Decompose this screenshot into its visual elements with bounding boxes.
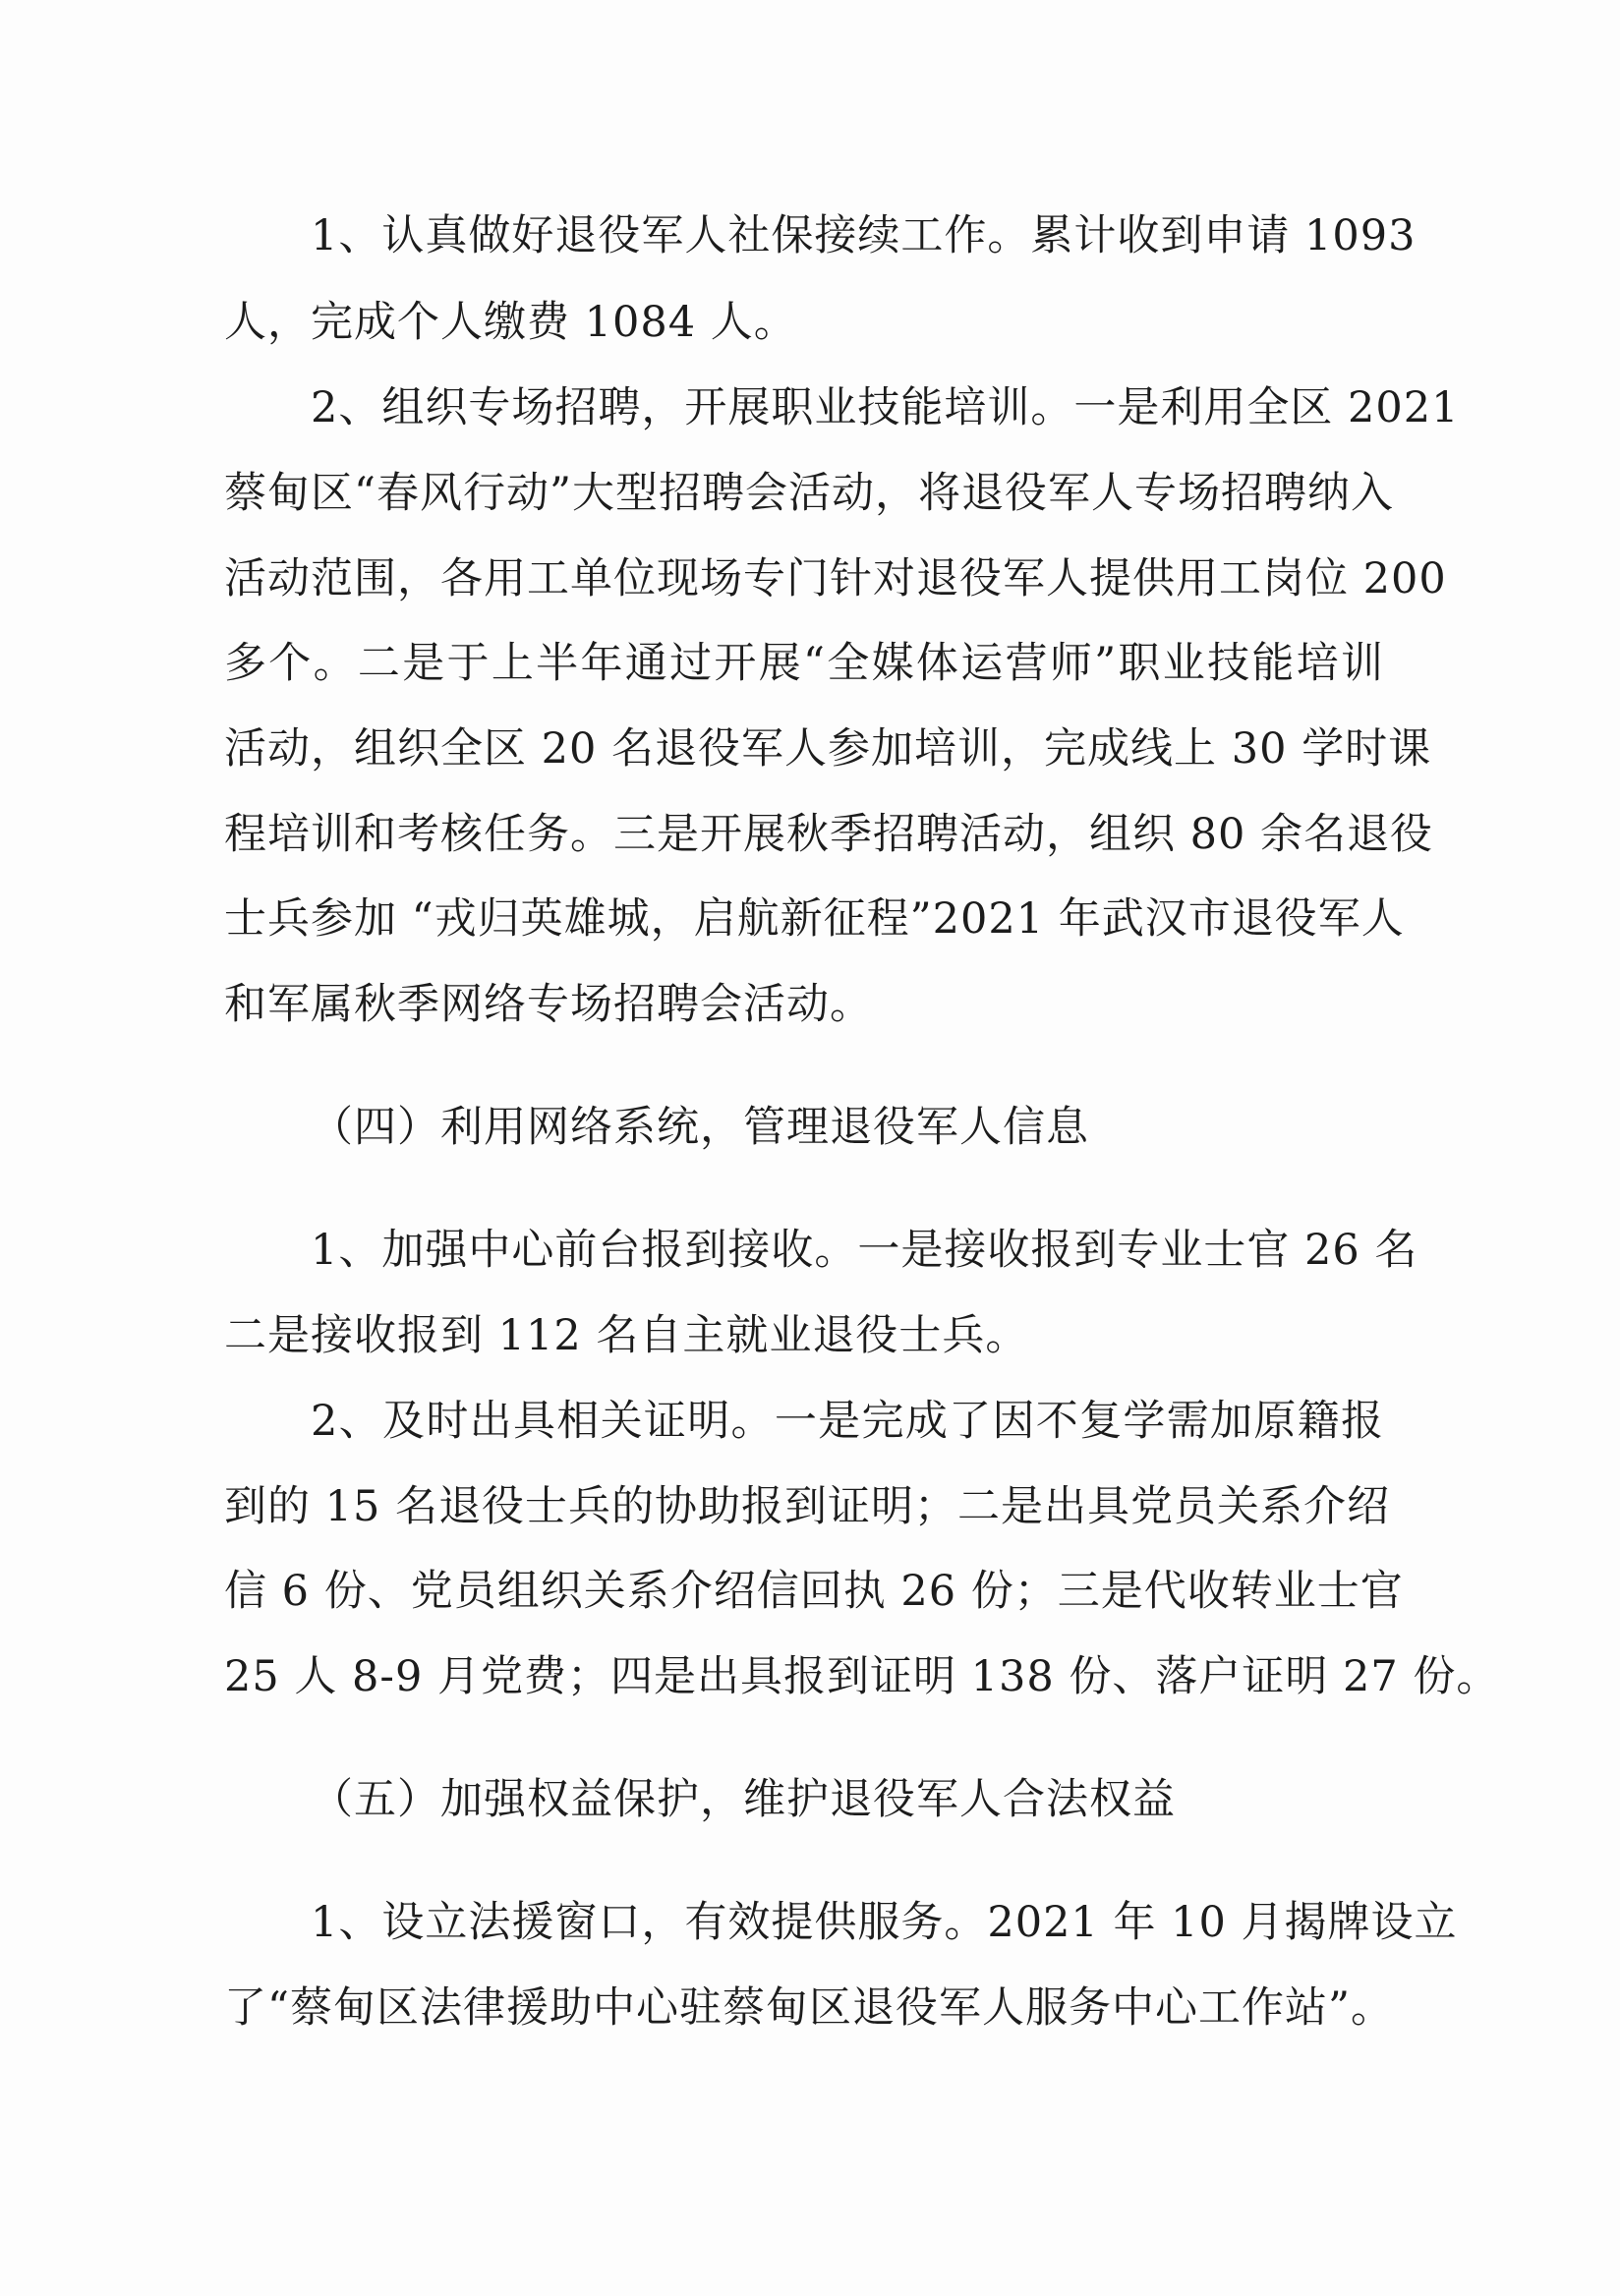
section-heading: （四）利用网络系统，管理退役军人信息 (311, 1103, 1089, 1152)
paragraph-line: 多个。二是于上半年通过开展“全媒体运营师”职业技能培训 (224, 639, 1384, 688)
paragraph-line: 了“蔡甸区法律援助中心驻蔡甸区退役军人服务中心工作站”。 (224, 1983, 1394, 2033)
paragraph-line: 1、加强中心前台报到接收。一是接收报到专业士官 26 名 (311, 1226, 1418, 1275)
paragraph-line: 2、及时出具相关证明。一是完成了因不复学需加原籍报 (311, 1397, 1384, 1446)
paragraph-line: 1、设立法援窗口，有效提供服务。2021 年 10 月揭牌设立 (311, 1898, 1458, 1947)
paragraph-line: 活动范围，各用工单位现场专门针对退役军人提供用工岗位 200 (224, 554, 1447, 603)
paragraph-line: 活动，组织全区 20 名退役军人参加培训，完成线上 30 学时课 (224, 724, 1432, 774)
paragraph-line: 和军属秋季网络专场招聘会活动。 (224, 980, 873, 1029)
paragraph-line: 二是接收报到 112 名自主就业退役士兵。 (224, 1311, 1029, 1360)
section-heading: （五）加强权益保护，维护退役军人合法权益 (311, 1775, 1176, 1824)
paragraph-line: 蔡甸区“春风行动”大型招聘会活动，将退役军人专场招聘纳入 (224, 469, 1394, 518)
paragraph-line: 25 人 8-9 月党费；四是出具报到证明 138 份、落户证明 27 份。 (224, 1652, 1500, 1701)
paragraph-line: 2、组织专场招聘，开展职业技能培训。一是利用全区 2021 (311, 383, 1460, 432)
paragraph-line: 1、认真做好退役军人社保接续工作。累计收到申请 1093 (311, 211, 1417, 260)
paragraph-line: 人，完成个人缴费 1084 人。 (224, 298, 797, 347)
paragraph-line: 士兵参加 “戎归英雄城，启航新征程”2021 年武汉市退役军人 (224, 894, 1405, 944)
paragraph-line: 信 6 份、党员组织关系介绍信回执 26 份；三是代收转业士官 (224, 1567, 1404, 1616)
paragraph-line: 到的 15 名退役士兵的协助报到证明；二是出具党员关系介绍 (224, 1482, 1391, 1531)
paragraph-line: 程培训和考核任务。三是开展秋季招聘活动，组织 80 余名退役 (224, 810, 1434, 859)
